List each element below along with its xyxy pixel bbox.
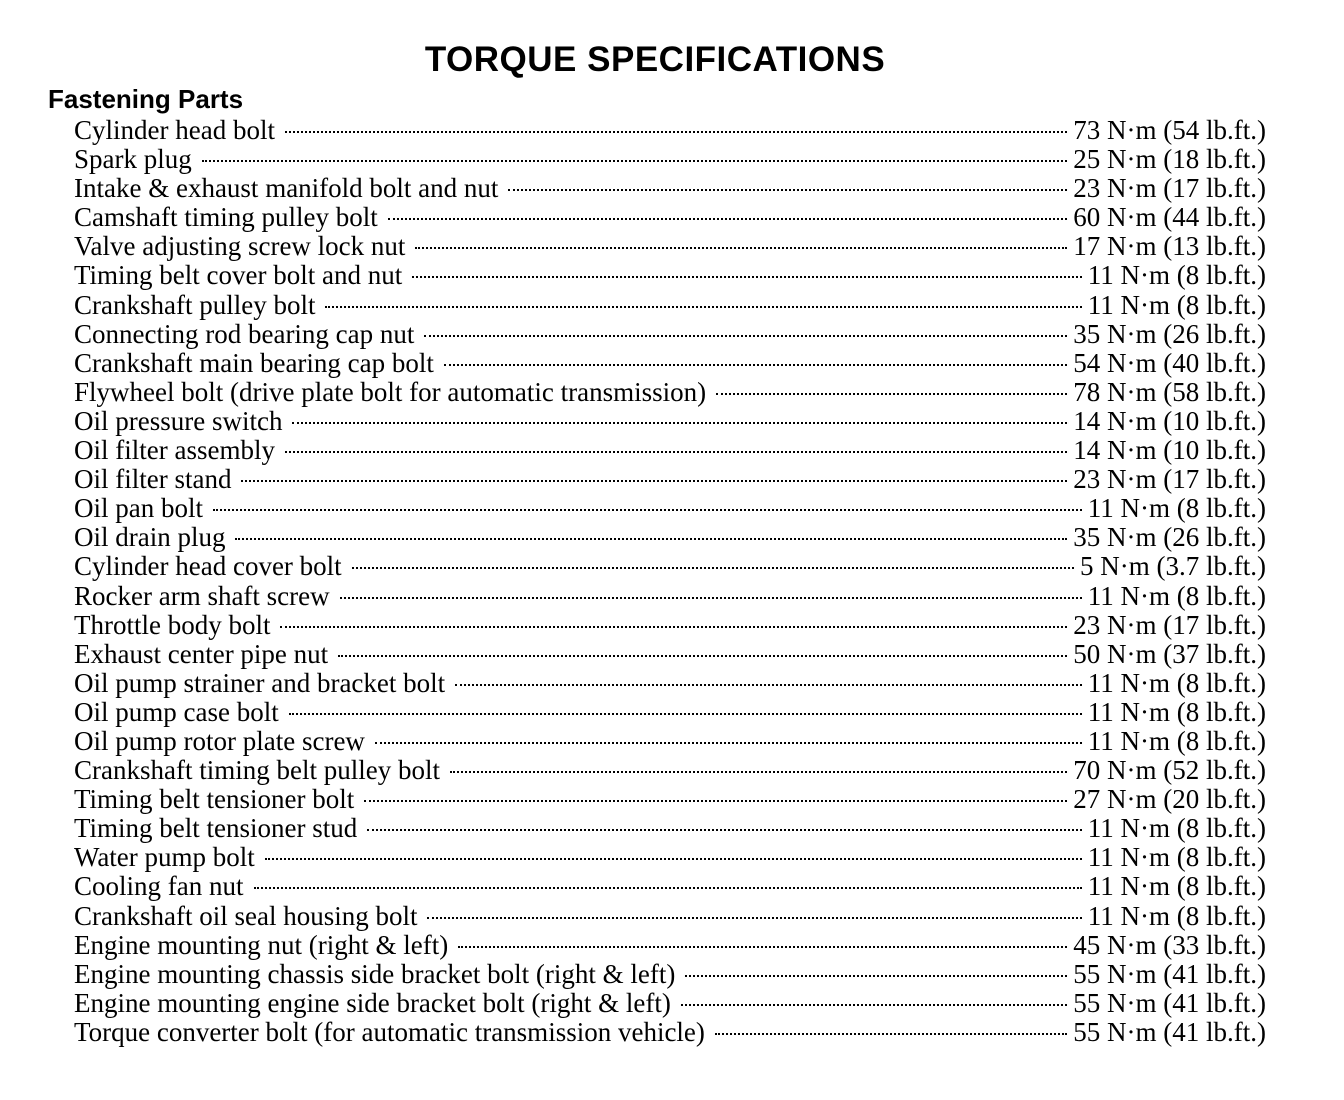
dot-leader bbox=[424, 335, 1067, 337]
spec-value: 45 N·m (33 lb.ft.) bbox=[1073, 929, 1266, 960]
spec-name: Spark plug bbox=[74, 144, 192, 175]
dot-leader bbox=[685, 975, 1067, 977]
spec-value: 23 N·m (17 lb.ft.) bbox=[1073, 609, 1266, 640]
spec-row bbox=[74, 320, 1266, 349]
spec-row bbox=[74, 843, 1266, 872]
spec-row bbox=[74, 698, 1266, 727]
spec-name: Timing belt tensioner stud bbox=[74, 813, 358, 844]
spec-name: Engine mounting chassis side bracket bolt (right & left) bbox=[74, 958, 676, 989]
dot-leader bbox=[412, 276, 1082, 278]
spec-name: Oil pump rotor plate screw bbox=[74, 725, 365, 756]
spec-value: 11 N·m (8 lb.ft.) bbox=[1087, 900, 1266, 931]
spec-row bbox=[74, 436, 1266, 465]
spec-row bbox=[74, 145, 1266, 174]
dot-leader bbox=[265, 858, 1082, 860]
spec-value: 55 N·m (41 lb.ft.) bbox=[1073, 987, 1266, 1018]
dot-leader bbox=[508, 189, 1067, 191]
spec-row bbox=[74, 232, 1266, 261]
dot-leader bbox=[340, 597, 1082, 599]
spec-value: 11 N·m (8 lb.ft.) bbox=[1087, 696, 1266, 727]
spec-name: Oil filter stand bbox=[74, 464, 232, 495]
spec-row bbox=[74, 960, 1266, 989]
dot-leader bbox=[289, 713, 1082, 715]
spec-row bbox=[74, 814, 1266, 843]
spec-row bbox=[74, 669, 1266, 698]
spec-row bbox=[74, 872, 1266, 901]
spec-name: Connecting rod bearing cap nut bbox=[74, 318, 415, 349]
spec-value: 78 N·m (58 lb.ft.) bbox=[1073, 376, 1266, 407]
section-heading: Fastening Parts bbox=[48, 84, 244, 114]
spec-name: Oil pump strainer and bracket bolt bbox=[74, 667, 446, 698]
spec-name: Cooling fan nut bbox=[74, 871, 244, 902]
spec-value: 23 N·m (17 lb.ft.) bbox=[1073, 464, 1266, 495]
dot-leader bbox=[213, 509, 1082, 511]
spec-value: 11 N·m (8 lb.ft.) bbox=[1087, 493, 1266, 524]
spec-name: Throttle body bolt bbox=[74, 609, 271, 640]
spec-row bbox=[74, 552, 1266, 581]
spec-value: 11 N·m (8 lb.ft.) bbox=[1087, 580, 1266, 611]
spec-value: 11 N·m (8 lb.ft.) bbox=[1087, 667, 1266, 698]
dot-leader bbox=[388, 218, 1068, 220]
dot-leader bbox=[241, 480, 1067, 482]
spec-value: 25 N·m (18 lb.ft.) bbox=[1073, 144, 1266, 175]
page-title: TORQUE SPECIFICATIONS bbox=[424, 40, 886, 80]
spec-row bbox=[74, 989, 1266, 1018]
spec-value: 55 N·m (41 lb.ft.) bbox=[1073, 958, 1266, 989]
spec-row bbox=[74, 116, 1266, 145]
dot-leader bbox=[367, 829, 1082, 831]
spec-name: Crankshaft pulley bolt bbox=[74, 289, 316, 320]
spec-name: Valve adjusting screw lock nut bbox=[74, 231, 406, 262]
spec-row bbox=[74, 523, 1266, 552]
spec-row bbox=[74, 203, 1266, 232]
spec-row bbox=[74, 640, 1266, 669]
spec-value: 55 N·m (41 lb.ft.) bbox=[1073, 1016, 1266, 1047]
spec-name: Exhaust center pipe nut bbox=[74, 638, 329, 669]
spec-value: 73 N·m (54 lb.ft.) bbox=[1073, 115, 1266, 145]
spec-row bbox=[74, 291, 1266, 320]
dot-leader bbox=[458, 946, 1067, 948]
spec-name: Crankshaft oil seal housing bolt bbox=[74, 900, 418, 931]
dot-leader bbox=[455, 684, 1082, 686]
spec-name: Oil drain plug bbox=[74, 522, 226, 553]
spec-row bbox=[74, 902, 1266, 931]
spec-name: Water pump bolt bbox=[74, 842, 255, 873]
dot-leader bbox=[352, 567, 1074, 569]
spec-row bbox=[74, 785, 1266, 814]
spec-row bbox=[74, 349, 1266, 378]
spec-value: 5 N·m (3.7 lb.ft.) bbox=[1080, 551, 1266, 582]
dot-leader bbox=[427, 917, 1081, 919]
dot-leader bbox=[444, 364, 1067, 366]
spec-value: 17 N·m (13 lb.ft.) bbox=[1073, 231, 1266, 262]
spec-name: Engine mounting engine side bracket bolt (right & left) bbox=[74, 987, 671, 1018]
dot-leader bbox=[450, 771, 1067, 773]
spec-value: 11 N·m (8 lb.ft.) bbox=[1087, 260, 1266, 291]
spec-name: Cylinder head bolt bbox=[74, 115, 275, 145]
dot-leader bbox=[375, 742, 1082, 744]
dot-leader bbox=[254, 887, 1082, 889]
spec-value: 11 N·m (8 lb.ft.) bbox=[1087, 725, 1266, 756]
spec-value: 11 N·m (8 lb.ft.) bbox=[1087, 871, 1266, 902]
dot-leader bbox=[715, 1033, 1067, 1035]
spec-value: 23 N·m (17 lb.ft.) bbox=[1073, 173, 1266, 204]
spec-value: 35 N·m (26 lb.ft.) bbox=[1073, 522, 1266, 553]
dot-leader bbox=[285, 451, 1067, 453]
spec-name: Camshaft timing pulley bolt bbox=[74, 202, 378, 233]
dot-leader bbox=[364, 800, 1067, 802]
spec-row bbox=[74, 582, 1266, 611]
spec-value: 35 N·m (26 lb.ft.) bbox=[1073, 318, 1266, 349]
spec-row bbox=[74, 756, 1266, 785]
spec-value: 54 N·m (40 lb.ft.) bbox=[1073, 347, 1266, 378]
torque-spec-list bbox=[74, 116, 1266, 1047]
spec-name: Crankshaft main bearing cap bolt bbox=[74, 347, 434, 378]
spec-row bbox=[74, 378, 1266, 407]
spec-name: Flywheel bolt (drive plate bolt for automatic transmission) bbox=[74, 376, 707, 407]
spec-row bbox=[74, 174, 1266, 203]
spec-name: Oil pump case bolt bbox=[74, 696, 279, 727]
dot-leader bbox=[292, 422, 1067, 424]
spec-value: 27 N·m (20 lb.ft.) bbox=[1073, 784, 1266, 815]
spec-row bbox=[74, 931, 1266, 960]
spec-name: Oil filter assembly bbox=[74, 435, 275, 466]
spec-value: 14 N·m (10 lb.ft.) bbox=[1073, 405, 1266, 436]
spec-value: 60 N·m (44 lb.ft.) bbox=[1073, 202, 1266, 233]
dot-leader bbox=[280, 626, 1067, 628]
dot-leader bbox=[681, 1004, 1067, 1006]
spec-value: 11 N·m (8 lb.ft.) bbox=[1087, 289, 1266, 320]
spec-name: Engine mounting nut (right & left) bbox=[74, 929, 449, 960]
spec-name: Timing belt cover bolt and nut bbox=[74, 260, 403, 291]
dot-leader bbox=[202, 160, 1068, 162]
spec-value: 11 N·m (8 lb.ft.) bbox=[1087, 842, 1266, 873]
spec-value: 11 N·m (8 lb.ft.) bbox=[1087, 813, 1266, 844]
dot-leader bbox=[716, 393, 1067, 395]
spec-row bbox=[74, 465, 1266, 494]
spec-row bbox=[74, 611, 1266, 640]
spec-name: Intake & exhaust manifold bolt and nut bbox=[74, 173, 499, 204]
spec-name: Crankshaft timing belt pulley bolt bbox=[74, 755, 440, 786]
dot-leader bbox=[285, 131, 1067, 133]
dot-leader bbox=[325, 306, 1081, 308]
dot-leader bbox=[338, 655, 1067, 657]
spec-value: 50 N·m (37 lb.ft.) bbox=[1073, 638, 1266, 669]
spec-row bbox=[74, 407, 1266, 436]
spec-name: Timing belt tensioner bolt bbox=[74, 784, 355, 815]
dot-leader bbox=[415, 247, 1067, 249]
spec-row bbox=[74, 1018, 1266, 1047]
spec-row bbox=[74, 494, 1266, 523]
spec-row bbox=[74, 261, 1266, 290]
spec-row bbox=[74, 727, 1266, 756]
spec-name: Oil pan bolt bbox=[74, 493, 203, 524]
dot-leader bbox=[235, 538, 1067, 540]
spec-name: Torque converter bolt (for automatic transmission vehicle) bbox=[74, 1016, 705, 1047]
spec-name: Rocker arm shaft screw bbox=[74, 580, 330, 611]
spec-value: 14 N·m (10 lb.ft.) bbox=[1073, 435, 1266, 466]
spec-name: Cylinder head cover bolt bbox=[74, 551, 342, 582]
spec-value: 70 N·m (52 lb.ft.) bbox=[1073, 755, 1266, 786]
spec-name: Oil pressure switch bbox=[74, 405, 283, 436]
